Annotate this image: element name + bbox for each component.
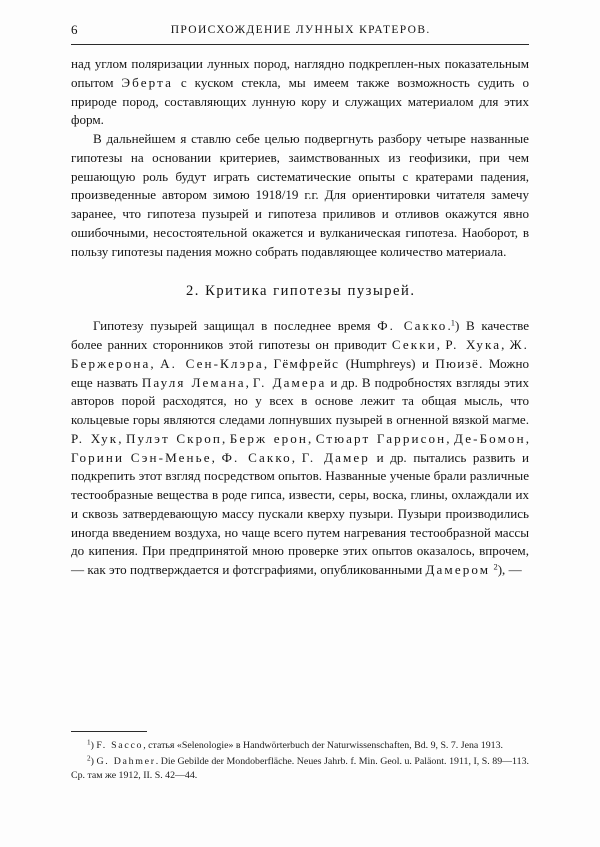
footnote-area [71, 731, 529, 784]
proper-name-bergeron-2: Берж ерон [229, 430, 309, 446]
footnote-1-body: , статья «Selenologie» в Handwörterbuch der Naturwissenschaften, Bd. 9, S. 7. Jena 1913. [143, 740, 503, 752]
proper-name-stuart-harrison: Стюарт Гаррисон [315, 430, 447, 446]
footnote-2-marker: 2 [87, 754, 91, 762]
footnote-2 [71, 755, 529, 783]
proper-name-bergeron: Ж. Бержерона [71, 337, 529, 371]
footnote-2-body: . Die Gebilde der Mondoberfläche. Neues Jahrb. f. Min. Geol. u. Paläont. 1911, I, S. 89—113. Ср. там же 1912, II. S. 42—44. [71, 755, 529, 781]
paragraph-3: Гипотезу пузырей защищал в последнее время Ф. Сакко.$^1$) В качестве более ранних сторонников этой гипотезы он приводит Секки, Р. Хука, Ж. Бержерона, А. Сен-Клэра, Гёмфрейс (Humphreys) и Пюизё. Можно еще назвать Пауля Лемана, Г. Дамера и др. В подробностях взгляды этих авторов порой расходятся, но у всех в основе лежит та общая мысль, что кольцевые горы являются следами лопнувших пузырей в огненной вязкой магме. Р. Хук, Пулэт Скроп, Берж ерон, Стюарт Гаррисон, Де-Бомон, Горини Сэн-Менье, Ф. Сакко, Г. Дамер и др. пытались развить и подкрепить этот взгляд посредством опытов. Названные ученые брали различные тестообразные вещества в роде гипса, извести, серы, воска, глины, охлаждали их и сквозь затвердевающую массу пускали кверху пузыри. Пузыри производились иногда введением воздуха, но чаще всего путем нагревания тестообразной массы до кипения. При предпринятой мною проверке этих опытов оказалось, впрочем, — как это подтверждается и фотсграфиями, опубликованными Дамером $^2$), — [71, 317, 530, 577]
proper-name-sacco-2: Ф. Сакко [221, 449, 292, 465]
proper-name-ebert: Эберта [121, 74, 174, 90]
footnote-1-marker: 1 [87, 738, 91, 747]
footnote-1-author: F. Sacco [96, 740, 144, 752]
proper-name-hooke-2: Р. Хук [71, 430, 119, 446]
paragraph-continued: над углом поляризации лунных пород, наглядно подкреплен-ных показательным опытом Эберта с куском стекла, мы имеем также возможность судить о природе пород, составляющих лунную кору и служащих материалом для этих форм. [71, 56, 529, 128]
page-number: 6 [71, 22, 78, 37]
proper-name-saint-meunier: Сэн-Менье [130, 449, 212, 465]
header-rule [71, 44, 529, 45]
footnote-2-prefix: ) [90, 755, 97, 767]
proper-name-humphreys: Гёмфрейс [273, 355, 340, 371]
proper-name-dahmer-3: Дамером [425, 562, 491, 577]
proper-name-dahmer-2: Г. Дамер [301, 449, 370, 465]
proper-name-hooke: Р. Хука [445, 337, 502, 352]
footnote-1 [71, 739, 529, 753]
proper-name-de-beaumont: Де-Бомон [454, 430, 526, 446]
running-title: ПРОИСХОЖДЕНИЕ ЛУННЫХ КРАТЕРОВ. [170, 24, 431, 36]
paragraph-2: В дальнейшем я ставлю себе целью подвергнуть разбору четыре названные гипотезы на основании критериев, заимствованных из геофизики, при чем решающую роль будут играть систематические опыты с кратерами падения, произведенные автором зимою 1918/19 г.г. Для ориентировки читателя замечу заранее, что гипотеза пузырей и гипотеза приливов и отливов окажутся явно ошибочными, несостоятельной окажется и вулканическая гипотеза. Наоборот, в пользу гипотезы падения можно собрать подавляющее количество материала. [71, 131, 529, 259]
proper-name-paul-lehmann: Пауля Лемана [141, 374, 246, 390]
proper-name-dahmer: Г. Дамера [252, 374, 327, 390]
proper-name-sacco: Ф. Сакко [377, 318, 448, 334]
footnote-separator-rule [71, 731, 147, 732]
proper-name-secchi: Секки [391, 337, 437, 352]
proper-name-sainte-claire: А. Сен-Клэра [160, 355, 264, 371]
section-heading: 2. Критика гипотезы пузырей. [186, 283, 416, 300]
footnote-2-author: G. Dahmer [96, 755, 156, 767]
footnote-marker-2: 2 [493, 561, 498, 572]
proper-name-poulett-scrope: Пулэт Скроп [125, 430, 223, 446]
footnote-1-prefix: ) [90, 740, 97, 752]
body-text-block [71, 55, 529, 580]
footnote-marker-1: 1 [450, 317, 455, 328]
running-head [71, 22, 529, 42]
proper-name-gorini: Горини [71, 449, 125, 465]
proper-name-puiseux: Пюизё [435, 355, 480, 371]
